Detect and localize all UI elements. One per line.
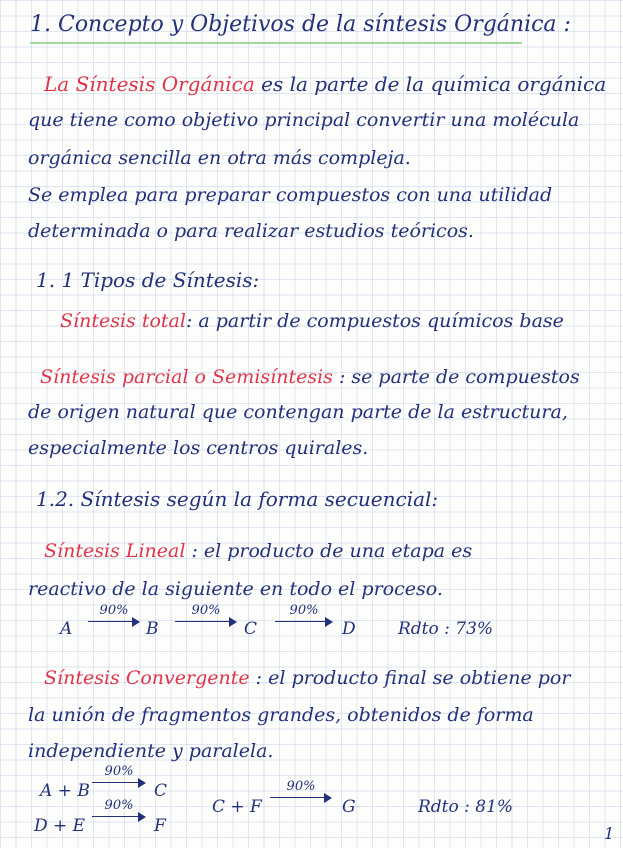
linear-yield-2: 90%: [191, 603, 221, 618]
node-c: C: [244, 619, 258, 639]
linear-yield-3: 90%: [289, 603, 319, 618]
intro-line-3: orgánica sencilla en otra más compleja.: [28, 147, 411, 169]
node-c-plus-f: C + F: [212, 797, 262, 817]
convergent-synthesis-line-3: independiente y paralela.: [28, 740, 274, 762]
convergent-arrow-3: [270, 779, 332, 809]
convergent-yield-total: Rdto : 81%: [418, 797, 514, 817]
intro-line-1: [44, 74, 606, 94]
linear-synthesis-line-1: [44, 542, 472, 561]
total-synthesis-def: : a partir de compuestos químicos base: [185, 310, 564, 332]
convergent-synthesis-line-2: la unión de fragmentos grandes, obtenidos de forma: [28, 704, 534, 726]
node-c-product: C: [154, 781, 168, 801]
partial-synthesis-line-1: [40, 368, 580, 387]
partial-synthesis-term: Síntesis parcial o Semisíntesis: [40, 366, 333, 388]
node-b: B: [146, 619, 159, 639]
linear-synthesis-rest: : el producto de una etapa es: [185, 540, 473, 562]
convergent-synthesis-term: Síntesis Convergente: [44, 667, 250, 689]
partial-synthesis-rest: : se parte de compuestos: [332, 366, 580, 388]
page-heading: 1. Concepto y Objetivos de la síntesis Orgánica :: [30, 12, 571, 37]
convergent-yield-3: 90%: [286, 779, 316, 794]
page-number: 1: [604, 824, 615, 843]
node-d-plus-e: D + E: [34, 816, 86, 836]
node-f-product: F: [154, 816, 166, 836]
heading-highlight: [30, 42, 522, 44]
intro-line-1-rest: es la parte de la química orgánica: [254, 72, 607, 96]
intro-line-5: determinada o para realizar estudios teóricos.: [28, 220, 474, 242]
intro-line-4: Se emplea para preparar compuestos con una utilidad: [28, 184, 553, 206]
convergent-synthesis-rest: : el producto final se obtiene por: [249, 667, 571, 689]
convergent-yield-2: 90%: [104, 798, 134, 813]
total-synthesis-line: [60, 312, 564, 331]
linear-yield-total: Rdto : 73%: [398, 619, 494, 639]
section-1-2-title: 1.2. Síntesis según la forma secuencial:: [36, 487, 439, 511]
linear-arrow-1: [88, 603, 140, 633]
convergent-yield-1: 90%: [104, 764, 134, 779]
node-a: A: [60, 619, 73, 639]
linear-synthesis-term: Síntesis Lineal: [44, 540, 186, 562]
convergent-synthesis-line-1: [44, 669, 570, 688]
intro-term: La Síntesis Orgánica: [44, 72, 255, 96]
section-1-1-title: 1. 1 Tipos de Síntesis:: [36, 268, 260, 292]
linear-yield-1: 90%: [99, 603, 129, 618]
intro-line-2: que tiene como objetivo principal convertir una molécula: [28, 109, 580, 131]
node-g: G: [342, 797, 356, 817]
node-a-plus-b: A + B: [40, 781, 90, 801]
convergent-arrow-1: [92, 764, 146, 794]
total-synthesis-term: Síntesis total: [60, 310, 186, 332]
node-d: D: [342, 619, 356, 639]
partial-synthesis-line-2: de origen natural que contengan parte de la estructura,: [28, 401, 568, 423]
linear-arrow-3: [275, 603, 333, 633]
linear-arrow-2: [175, 603, 237, 633]
convergent-arrow-2: [92, 798, 146, 828]
linear-synthesis-line-2: reactivo de la siguiente en todo el proceso.: [28, 578, 443, 600]
partial-synthesis-line-3: especialmente los centros quirales.: [28, 437, 369, 459]
